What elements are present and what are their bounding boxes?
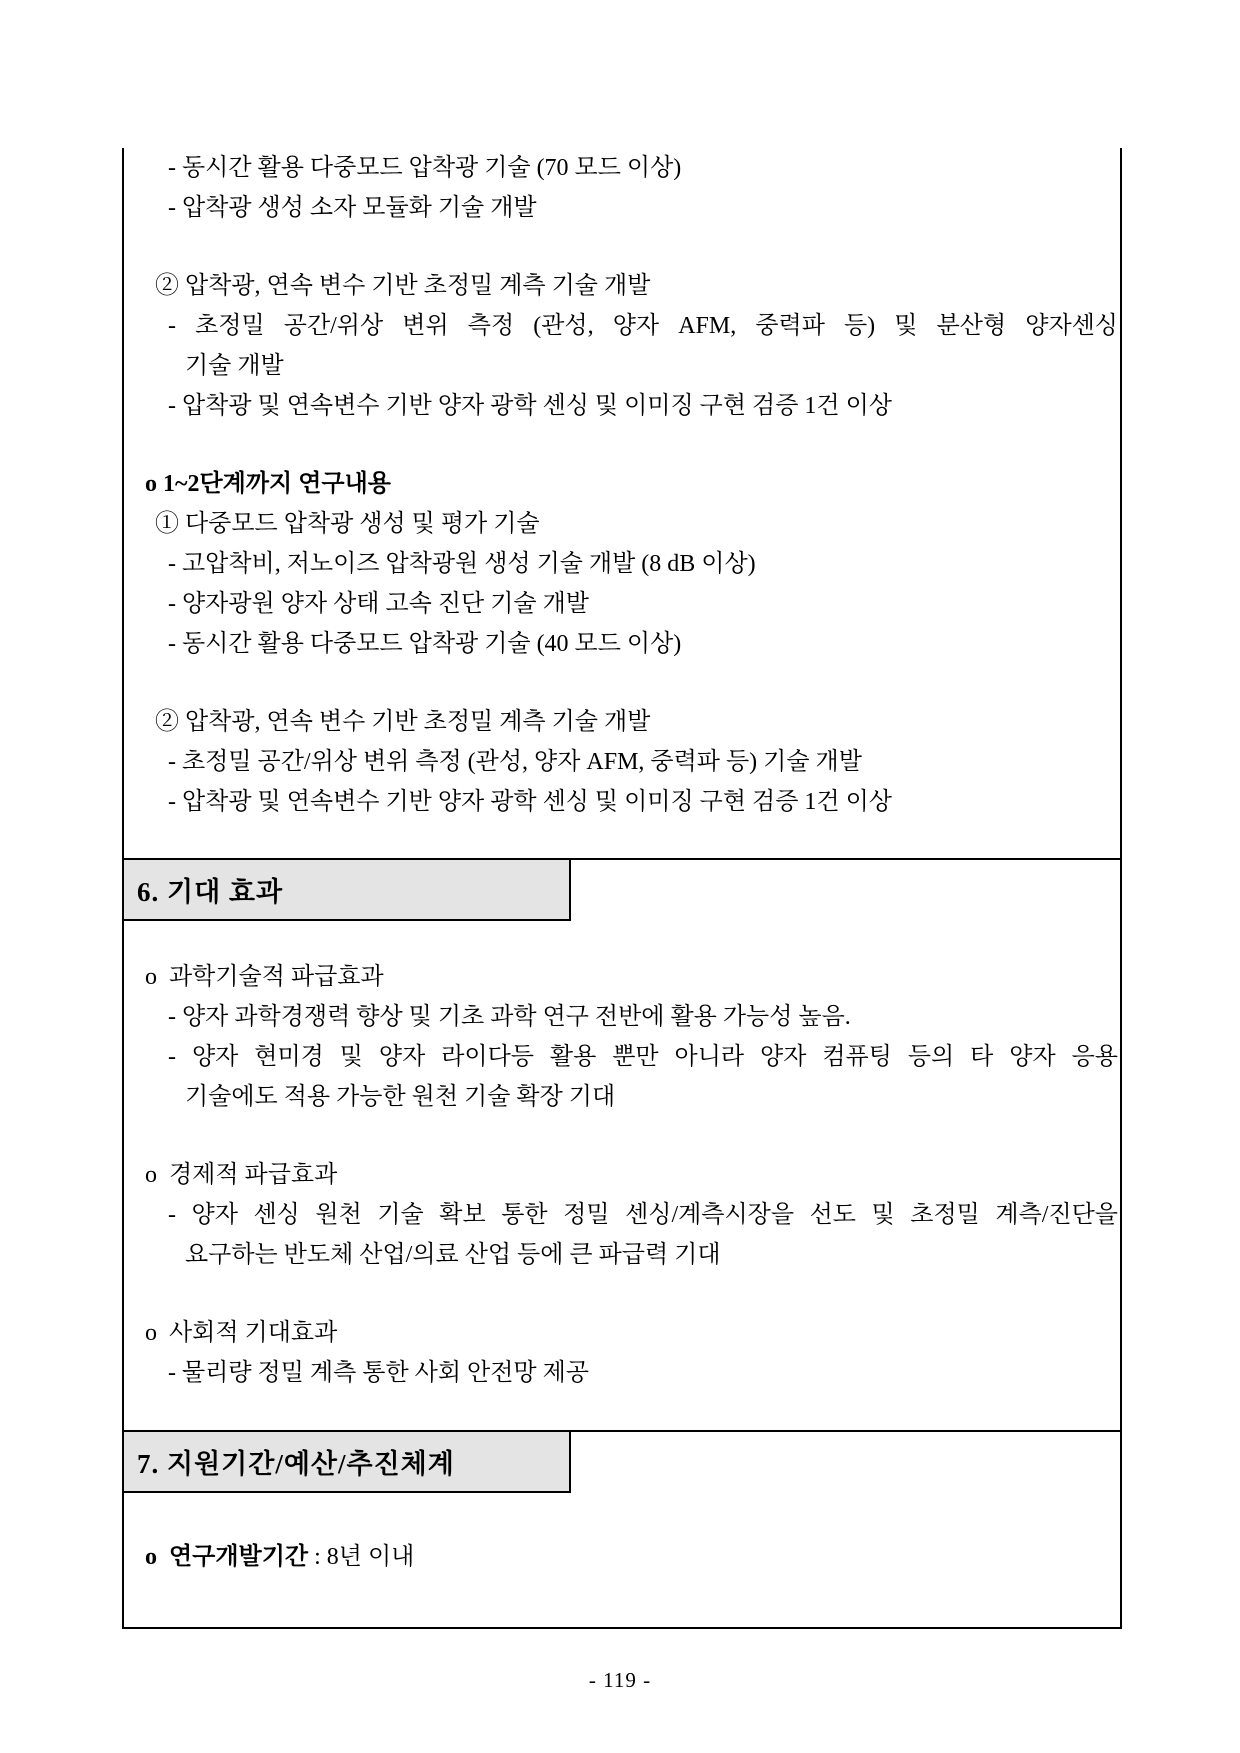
text-line (124, 1537, 1120, 1577)
text-line: ① 다중모드 압착광 생성 및 평가 기술 (155, 511, 540, 537)
text-line: - 동시간 활용 다중모드 압착광 기술 (40 모드 이상) (168, 631, 682, 657)
list-item (124, 188, 1120, 228)
text-line: - 초정밀 공간/위상 변위 측정 (관성, 양자 AFM, 중력파 등) 기술 개발 (168, 749, 862, 775)
text-line: - 물리량 정밀 계측 통한 사회 안전망 제공 (168, 1360, 589, 1386)
list-item (124, 782, 1120, 822)
content-table (122, 148, 1122, 1629)
list-item (124, 306, 1120, 386)
section-header-cell (124, 860, 571, 921)
list-item (124, 624, 1120, 664)
text-line: - 동시간 활용 다중모드 압착광 기술 (70 모드 이상) (168, 155, 682, 181)
page-number: - 119 - (588, 1668, 652, 1692)
section-title: 6. 기대 효과 (137, 877, 284, 907)
text-line: - 초정밀 공간/위상 변위 측정 (관성, 양자 AFM, 중력파 등) 및 분산형 양자센싱 (168, 313, 1118, 339)
list-item (124, 266, 1120, 306)
text-line: o 1~2단계까지 연구내용 (145, 471, 391, 497)
list-item (124, 464, 1120, 504)
section-content (124, 148, 1120, 858)
text-line: 기술 개발 (185, 353, 284, 379)
text-line: 요구하는 반도체 산업/의료 산업 등에 큰 파급력 기대 (185, 1242, 721, 1268)
text-line: o 사회적 기대효과 (145, 1320, 338, 1346)
text-line: 기술에도 적용 가능한 원천 기술 확장 기대 (185, 1084, 616, 1110)
regular-text: : 8년 이내 (308, 1544, 415, 1570)
list-item (124, 997, 1120, 1037)
list-item (124, 742, 1120, 782)
section-title: 7. 지원기간/예산/추진체계 (137, 1449, 455, 1479)
list-item (124, 957, 1120, 997)
text-line: ② 압착광, 연속 변수 기반 초정밀 계측 기술 개발 (155, 709, 651, 735)
text-line: - 양자 현미경 및 양자 라이다등 활용 뿐만 아니라 양자 컴퓨팅 등의 타 양자 응용 (168, 1044, 1118, 1070)
list-item (124, 504, 1120, 544)
section-content (124, 1491, 1120, 1629)
list-item (124, 544, 1120, 584)
list-item (124, 1313, 1120, 1353)
list-item (124, 1537, 1120, 1577)
text-line: - 고압착비, 저노이즈 압착광원 생성 기술 개발 (8 dB 이상) (168, 551, 756, 577)
text-line: - 양자 과학경쟁력 향상 및 기초 과학 연구 전반에 활용 가능성 높음. (168, 1004, 851, 1030)
list-item (124, 1353, 1120, 1393)
list-item (124, 1195, 1120, 1275)
text-line: o 경제적 파급효과 (145, 1162, 338, 1188)
text-line: ② 압착광, 연속 변수 기반 초정밀 계측 기술 개발 (155, 273, 651, 299)
text-line: - 양자광원 양자 상태 고속 진단 기술 개발 (168, 591, 589, 617)
list-item (124, 1037, 1120, 1117)
text-line: - 양자 센싱 원천 기술 확보 통한 정밀 센싱/계측시장을 선도 및 초정밀 계측/진단을 (168, 1202, 1118, 1228)
text-line: - 압착광 및 연속변수 기반 양자 광학 센싱 및 이미징 구현 검증 1건 이상 (168, 393, 892, 419)
list-item (124, 148, 1120, 188)
list-item (124, 1155, 1120, 1195)
section-header-row (124, 1430, 1120, 1493)
list-item (124, 584, 1120, 624)
list-item (124, 386, 1120, 426)
text-line: - 압착광 생성 소자 모듈화 기술 개발 (168, 195, 537, 221)
list-item (124, 702, 1120, 742)
text-line: - 압착광 및 연속변수 기반 양자 광학 센싱 및 이미징 구현 검증 1건 이상 (168, 789, 892, 815)
bold-text: o 연구개발기간 (145, 1544, 309, 1570)
section-header-row (124, 858, 1120, 921)
section-header-cell (124, 1432, 571, 1493)
text-line: o 과학기술적 파급효과 (145, 964, 384, 990)
section-content (124, 919, 1120, 1430)
